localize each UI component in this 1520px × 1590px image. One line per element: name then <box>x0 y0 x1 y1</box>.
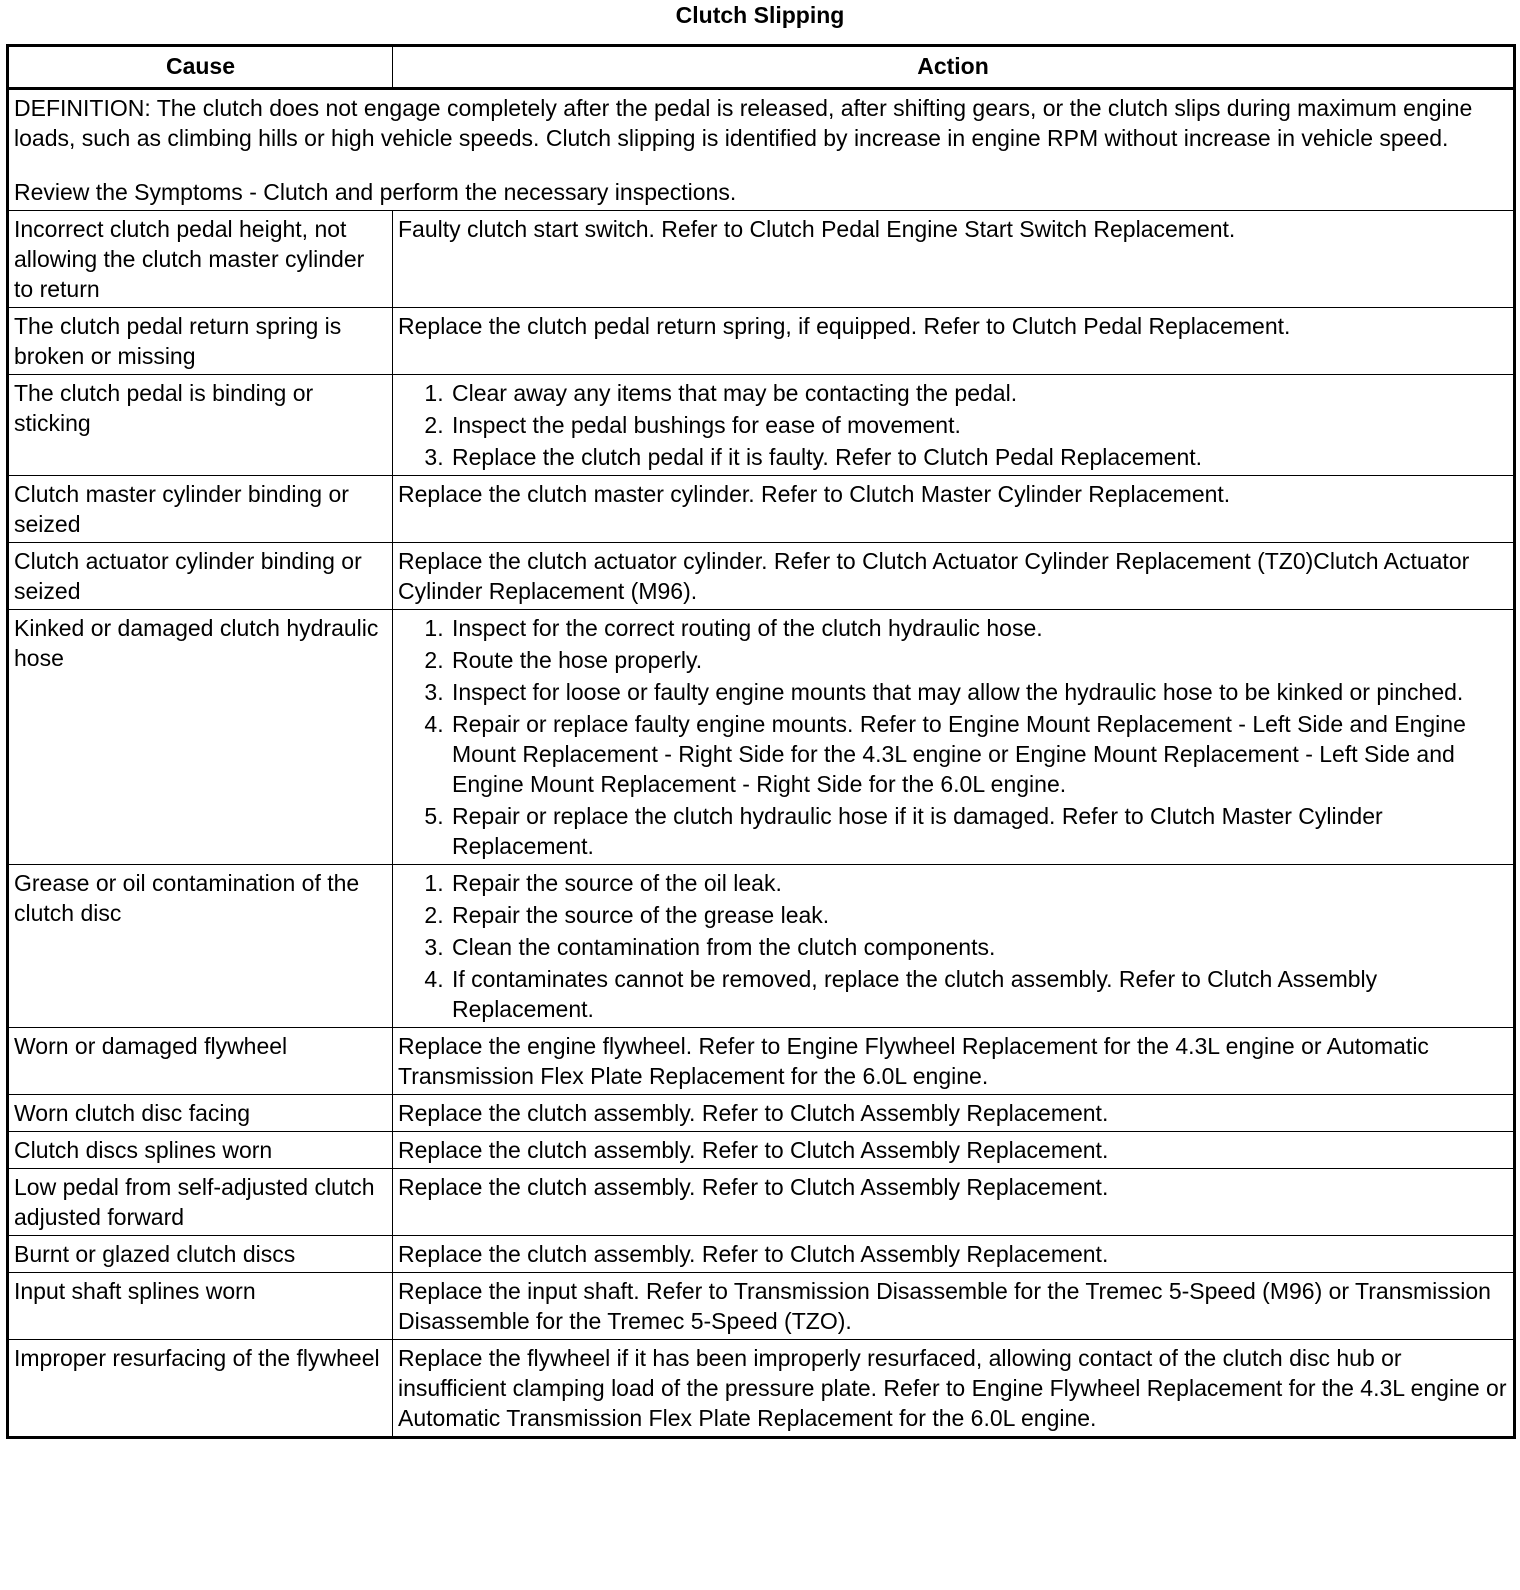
action-step: 3. Inspect for loose or faulty engine mounts that may allow the hydraulic hose to be kinked or pinched. <box>450 677 1508 707</box>
table-row <box>8 375 1515 476</box>
troubleshooting-table <box>6 44 1516 1439</box>
action-step: 4. Repair or replace faulty engine mounts. Refer to Engine Mount Replacement - Left Side and Engine Mount Replacement - Right Side for the 4.3L engine or Engine Mount Replacement - Left Side and Engine Mount Replacement - Right Side for the 6.0L engine. <box>450 709 1508 799</box>
cause-cell: Improper resurfacing of the flywheel <box>8 1340 393 1438</box>
table-row <box>8 1095 1515 1132</box>
action-steps-list <box>398 868 1508 1024</box>
table-row <box>8 1132 1515 1169</box>
action-cell: Replace the engine flywheel. Refer to Engine Flywheel Replacement for the 4.3L engine or Automatic Transmission Flex Plate Replacement for the 6.0L engine. <box>393 1028 1515 1095</box>
table-row <box>8 1273 1515 1340</box>
cause-cell: Clutch actuator cylinder binding or seized <box>8 543 393 610</box>
action-cell <box>393 375 1515 476</box>
cause-cell: Worn or damaged flywheel <box>8 1028 393 1095</box>
action-steps-list <box>398 378 1508 472</box>
cause-cell: Burnt or glazed clutch discs <box>8 1236 393 1273</box>
cause-column-header: Cause <box>8 46 393 89</box>
action-cell: Replace the input shaft. Refer to Transmission Disassemble for the Tremec 5-Speed (M96) or Transmission Disassemble for the Tremec 5-Speed (TZO). <box>393 1273 1515 1340</box>
action-cell <box>393 865 1515 1028</box>
cause-cell: The clutch pedal return spring is broken or missing <box>8 308 393 375</box>
action-step: 3. Replace the clutch pedal if it is faulty. Refer to Clutch Pedal Replacement. <box>450 442 1508 472</box>
cause-cell: Clutch master cylinder binding or seized <box>8 476 393 543</box>
action-cell: Replace the clutch assembly. Refer to Clutch Assembly Replacement. <box>393 1169 1515 1236</box>
action-cell: Replace the clutch pedal return spring, if equipped. Refer to Clutch Pedal Replacement. <box>393 308 1515 375</box>
table-row <box>8 543 1515 610</box>
action-step: 5. Repair or replace the clutch hydraulic hose if it is damaged. Refer to Clutch Master Cylinder Replacement. <box>450 801 1508 861</box>
cause-cell: Clutch discs splines worn <box>8 1132 393 1169</box>
action-cell: Replace the clutch actuator cylinder. Refer to Clutch Actuator Cylinder Replacement (TZ0)Clutch Actuator Cylinder Replacement (M96). <box>393 543 1515 610</box>
action-step: 2. Repair the source of the grease leak. <box>450 900 1508 930</box>
table-row <box>8 308 1515 375</box>
cause-cell: Grease or oil contamination of the clutch disc <box>8 865 393 1028</box>
table-row <box>8 1028 1515 1095</box>
action-cell: Faulty clutch start switch. Refer to Clutch Pedal Engine Start Switch Replacement. <box>393 211 1515 308</box>
cause-cell: The clutch pedal is binding or sticking <box>8 375 393 476</box>
action-cell: Replace the clutch master cylinder. Refer to Clutch Master Cylinder Replacement. <box>393 476 1515 543</box>
definition-row <box>8 89 1515 211</box>
table-row <box>8 1169 1515 1236</box>
action-cell: Replace the clutch assembly. Refer to Clutch Assembly Replacement. <box>393 1236 1515 1273</box>
action-column-header: Action <box>393 46 1515 89</box>
cause-cell: Kinked or damaged clutch hydraulic hose <box>8 610 393 865</box>
cause-cell: Worn clutch disc facing <box>8 1095 393 1132</box>
action-step: 1. Inspect for the correct routing of the clutch hydraulic hose. <box>450 613 1508 643</box>
action-steps-list <box>398 613 1508 861</box>
action-cell: Replace the flywheel if it has been improperly resurfaced, allowing contact of the clutch disc hub or insufficient clamping load of the pressure plate. Refer to Engine Flywheel Replacement for the 4.3L engine or Automatic Transmission Flex Plate Replacement for the 6.0L engine. <box>393 1340 1515 1438</box>
action-step: 2. Route the hose properly. <box>450 645 1508 675</box>
table-row <box>8 1236 1515 1273</box>
action-step: 1. Clear away any items that may be contacting the pedal. <box>450 378 1508 408</box>
action-cell: Replace the clutch assembly. Refer to Clutch Assembly Replacement. <box>393 1095 1515 1132</box>
cause-cell: Incorrect clutch pedal height, not allowing the clutch master cylinder to return <box>8 211 393 308</box>
definition-text: DEFINITION: The clutch does not engage completely after the pedal is released, after shifting gears, or the clutch slips during maximum engine loads, such as climbing hills or high vehicle speeds. Clutch slipping is identified by increase in engine RPM without increase in vehicle speed. <box>14 95 1473 151</box>
cause-cell: Low pedal from self-adjusted clutch adjusted forward <box>8 1169 393 1236</box>
action-step: 4. If contaminates cannot be removed, replace the clutch assembly. Refer to Clutch Assembly Replacement. <box>450 964 1508 1024</box>
table-row <box>8 610 1515 865</box>
definition-note: Review the Symptoms - Clutch and perform the necessary inspections. <box>14 179 737 205</box>
table-row <box>8 1340 1515 1438</box>
action-cell <box>393 610 1515 865</box>
action-cell: Replace the clutch assembly. Refer to Clutch Assembly Replacement. <box>393 1132 1515 1169</box>
action-step: 2. Inspect the pedal bushings for ease of movement. <box>450 410 1508 440</box>
table-body <box>8 89 1515 1438</box>
cause-cell: Input shaft splines worn <box>8 1273 393 1340</box>
action-step: 1. Repair the source of the oil leak. <box>450 868 1508 898</box>
table-row <box>8 865 1515 1028</box>
action-step: 3. Clean the contamination from the clutch components. <box>450 932 1508 962</box>
table-header-row <box>8 46 1515 89</box>
page-title: Clutch Slipping <box>675 2 845 28</box>
table-row <box>8 476 1515 543</box>
table-row <box>8 211 1515 308</box>
definition-cell <box>8 89 1515 211</box>
